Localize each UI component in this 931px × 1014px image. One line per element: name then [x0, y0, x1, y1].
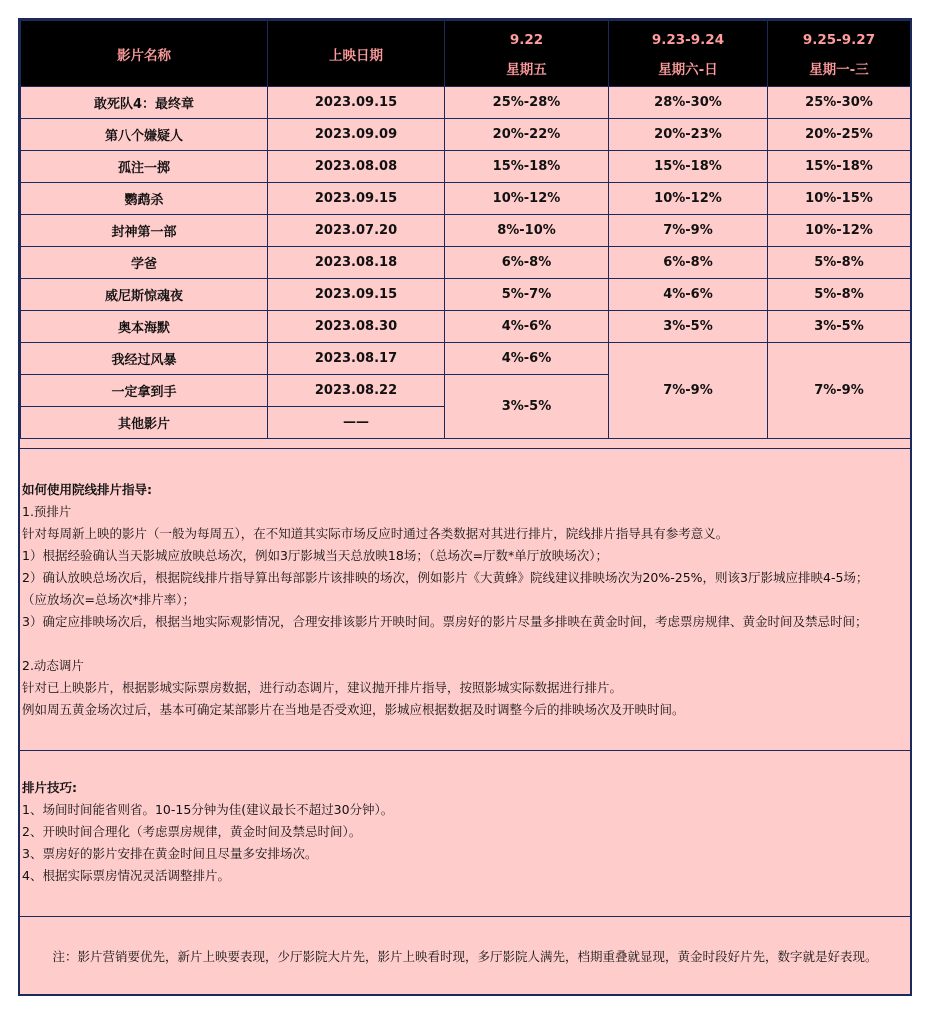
guide-line: 3）确定应排映场次后，根据当地实际观影情况，合理安排该影片开映时间。票房好的影片尽量多排映在黄金时间，考虑票房规律、黄金时间及禁忌时间；	[22, 614, 868, 629]
tip-line: 2、开映时间合理化（考虑票房规律，黄金时间及禁忌时间）。	[22, 824, 362, 839]
rate-col-1: 10%-12%	[445, 183, 609, 215]
scheduling-tips-title: 排片技巧:	[22, 780, 77, 795]
rate-col-1: 25%-28%	[445, 87, 609, 119]
schedule-sheet	[18, 18, 912, 996]
release-date: 2023.08.08	[268, 151, 445, 183]
film-name: 孤注一掷	[21, 151, 268, 183]
rate-col-3: 20%-25%	[768, 119, 911, 151]
header-col-3	[768, 21, 911, 87]
rate-col-1: 4%-6%	[445, 343, 609, 375]
release-date: 2023.09.09	[268, 119, 445, 151]
guide-line: 例如周五黄金场次过后，基本可确定某部影片在当地是否受欢迎，影城应根据数据及时调整今后的排映场次及开映时间。	[22, 702, 685, 717]
film-name: 奥本海默	[21, 311, 268, 343]
tip-line: 1、场间时间能省则省。10-15分钟为佳(建议最长不超过30分钟）。	[22, 802, 394, 817]
guide-line: 2.动态调片	[22, 658, 84, 673]
rate-col-3: 5%-8%	[768, 279, 911, 311]
rate-col-3: 10%-15%	[768, 183, 911, 215]
header-film-name: 影片名称	[21, 21, 268, 87]
release-date: 2023.09.15	[268, 279, 445, 311]
rate-col-2: 15%-18%	[609, 151, 768, 183]
film-name: 封神第一部	[21, 215, 268, 247]
guide-line: 1.预排片	[22, 504, 72, 519]
rate-col-3-merged: 7%-9%	[768, 343, 911, 439]
rate-col-3: 15%-18%	[768, 151, 911, 183]
header-release-date: 上映日期	[268, 21, 445, 87]
guide-line	[22, 633, 910, 655]
table-row	[21, 311, 911, 343]
table-row	[21, 119, 911, 151]
tip-line: 3、票房好的影片安排在黄金时间且尽量多安排场次。	[22, 846, 318, 861]
release-date: 2023.08.18	[268, 247, 445, 279]
rate-col-2: 10%-12%	[609, 183, 768, 215]
footer-note: 注：影片营销要优先，新片上映要表现，少厅影院大片先，影片上映看时现，多厅影院人满先，档期重叠就显现，黄金时段好片先，数字就是好表现。	[20, 916, 910, 996]
rate-col-1: 6%-8%	[445, 247, 609, 279]
rate-col-3: 3%-5%	[768, 311, 911, 343]
header-col-2	[609, 21, 768, 87]
rate-col-1: 5%-7%	[445, 279, 609, 311]
release-date: 2023.08.30	[268, 311, 445, 343]
film-name: 其他影片	[21, 407, 268, 439]
header-col-3-date: 9.25-9.27	[802, 31, 876, 48]
header-col-2-date: 9.23-9.24	[651, 31, 725, 48]
release-date: 2023.07.20	[268, 215, 445, 247]
release-date: 2023.08.22	[268, 375, 445, 407]
film-name: 一定拿到手	[21, 375, 268, 407]
release-date: ——	[268, 407, 445, 439]
film-name: 敢死队4：最终章	[21, 87, 268, 119]
table-row	[21, 151, 911, 183]
table-row	[21, 215, 911, 247]
rate-col-1: 4%-6%	[445, 311, 609, 343]
rate-col-3: 10%-12%	[768, 215, 911, 247]
rate-col-3: 25%-30%	[768, 87, 911, 119]
guide-line: 1）根据经验确认当天影城应放映总场次，例如3厅影城当天总放映18场；（总场次=厅数*单厅放映场次）；	[22, 548, 609, 563]
film-name: 第八个嫌疑人	[21, 119, 268, 151]
guide-line: 针对每周新上映的影片（一般为每周五），在不知道其实际市场反应时通过各类数据对其进行排片，院线排片指导具有参考意义。	[22, 526, 729, 541]
rate-col-1: 20%-22%	[445, 119, 609, 151]
rate-col-1: 15%-18%	[445, 151, 609, 183]
release-date: 2023.09.15	[268, 87, 445, 119]
rate-col-1-merged: 3%-5%	[445, 375, 609, 439]
rate-col-2: 7%-9%	[609, 215, 768, 247]
guide-line: （应放场次=总场次*排片率）；	[22, 592, 195, 607]
header-col-3-day: 星期一-三	[809, 61, 869, 78]
rate-col-2: 28%-30%	[609, 87, 768, 119]
rate-col-2-merged: 7%-9%	[609, 343, 768, 439]
film-name: 学爸	[21, 247, 268, 279]
header-col-2-day: 星期六-日	[658, 61, 718, 78]
film-name: 威尼斯惊魂夜	[21, 279, 268, 311]
header-col-1	[445, 21, 609, 87]
usage-guide-title: 如何使用院线排片指导:	[22, 482, 152, 497]
release-date: 2023.09.15	[268, 183, 445, 215]
header-col-1-day: 星期五	[506, 61, 547, 78]
guide-line: 2）确认放映总场次后，根据院线排片指导算出每部影片该排映的场次，例如影片《大黄蜂》院线建议排映场次为20%-25%，则该3厅影城应排映4-5场；	[22, 570, 869, 585]
rate-col-2: 6%-8%	[609, 247, 768, 279]
table-row	[21, 87, 911, 119]
rate-col-2: 4%-6%	[609, 279, 768, 311]
release-date: 2023.08.17	[268, 343, 445, 375]
usage-guide-section	[20, 448, 910, 750]
table-row	[21, 247, 911, 279]
table-row	[21, 183, 911, 215]
table-row	[21, 279, 911, 311]
table-row	[21, 343, 911, 375]
tip-line: 4、根据实际票房情况灵活调整排片。	[22, 868, 230, 883]
header-col-1-date: 9.22	[509, 31, 544, 48]
film-name: 鹦鹉杀	[21, 183, 268, 215]
rate-col-2: 20%-23%	[609, 119, 768, 151]
rate-col-3: 5%-8%	[768, 247, 911, 279]
rate-col-1: 8%-10%	[445, 215, 609, 247]
scheduling-tips-section	[20, 750, 910, 916]
schedule-table	[20, 20, 911, 439]
film-name: 我经过风暴	[21, 343, 268, 375]
rate-col-2: 3%-5%	[609, 311, 768, 343]
guide-line: 针对已上映影片，根据影城实际票房数据，进行动态调片，建议抛开排片指导，按照影城实际数据进行排片。	[22, 680, 623, 695]
